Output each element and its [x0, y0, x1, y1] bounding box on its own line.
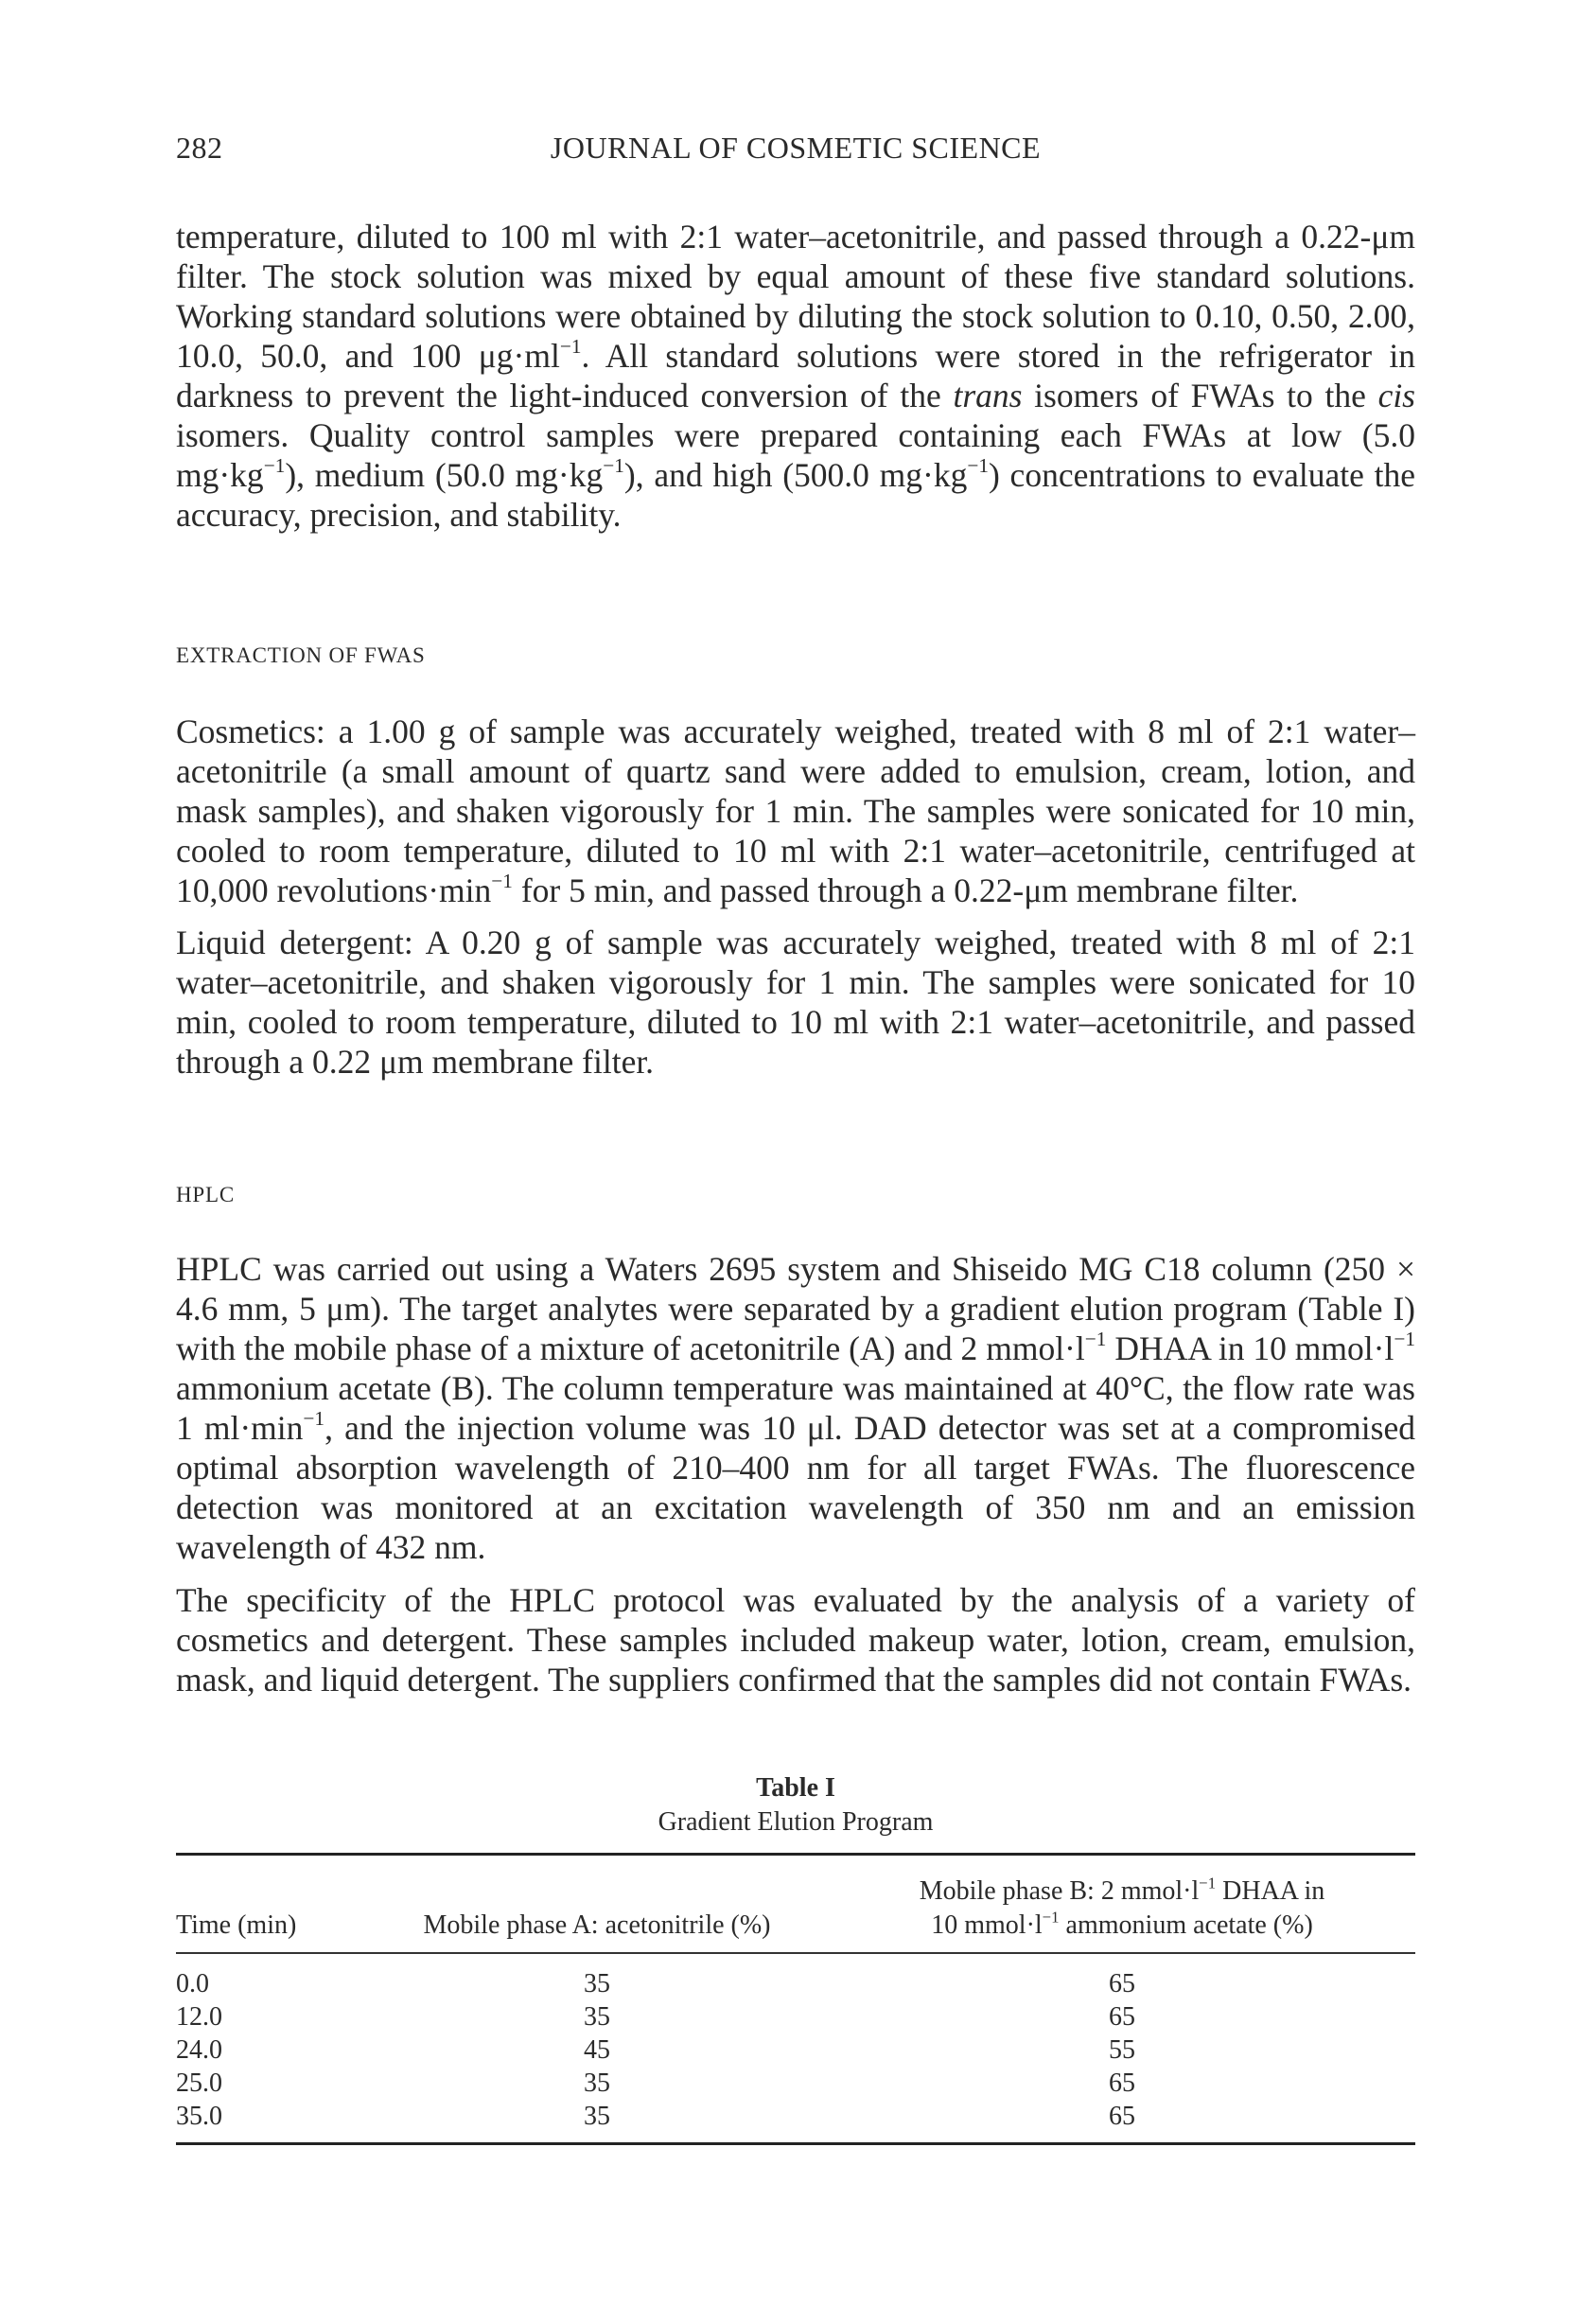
table-row — [176, 1953, 1415, 2000]
gradient-elution-table — [176, 1853, 1415, 2145]
table-row — [176, 2033, 1415, 2067]
cell-phase-a: 35 — [584, 2002, 610, 2032]
cell-time: 25.0 — [176, 2068, 222, 2098]
page-number: 282 — [176, 131, 223, 165]
paragraph-specificity: The specificity of the HPLC protocol was evaluated by the analysis of a variety of cosmetics and detergent. These samples included makeup water, lotion, cream, emulsion, mask, and liquid detergent. The suppliers confirmed that the samples did not contain FWAs. — [176, 1581, 1415, 1699]
table-row — [176, 2000, 1415, 2033]
column-header-phase-b: Mobile phase B: 2 $mmol\cdot l^{-1}$ DHAA in 10 $mmol\cdot l^{-1}$ ammonium acetate (%) — [829, 1855, 1415, 1954]
section-heading-extraction: EXTRACTION OF FWAS — [176, 643, 426, 667]
cell-phase-a: 45 — [584, 2035, 610, 2065]
cell-time: 24.0 — [176, 2035, 222, 2065]
table-header-row — [176, 1855, 1415, 1954]
table-row — [176, 2067, 1415, 2100]
table-title: Gradient Elution Program — [658, 1807, 934, 1837]
paragraph-standard-solutions: temperature, diluted to 100 ml with 2:1 water–acetonitrile, and passed through a 0.22-μm filter. The stock solution was mixed by equal amount of these five standard solutions. Working standard solutions were obtained by diluting the stock solution to 0.10, 0.50, 2.00, 10.0, 50.0, and 100 $\mu g\cdot ml^{-1}$. All standard solutions were stored in the refrigerator in darkness to prevent the light-induced conversion of the trans isomers of FWAs to the cis isomers. Quality control samples were prepared containing each FWAs at low (5.0 $mg\cdot kg^{-1}$), medium (50.0 $mg\cdot kg^{-1}$), and high (500.0 $mg\cdot kg^{-1}$) concentrations to evaluate the accuracy, precision, and stability. — [176, 218, 1416, 534]
cell-phase-b: 65 — [1109, 2068, 1135, 2098]
cell-phase-a: 35 — [584, 2068, 610, 2098]
section-heading-hplc: HPLC — [176, 1183, 235, 1206]
running-header — [176, 131, 1415, 172]
paragraph-hplc-method: HPLC was carried out using a Waters 2695 system and Shiseido MG C18 column (250 × 4.6 mm, 5 μm). The target analytes were separated by a gradient elution program (Table I) with the mobile phase of a mixture of acetonitrile (A) and 2 $mmol\cdot l^{-1}$ DHAA in 10 $mmol\cdot l^{-1}$ ammonium acetate (B). The column temperature was maintained at 40°C, the flow rate was 1 $ml\cdot\min^{-1}$, and the injection volume was 10 μl. DAD detector was set at a compromised optimal absorption wavelength of 210–400 nm for all target FWAs. The fluorescence detection was monitored at an excitation wavelength of 350 nm and an emission wavelength of 432 nm. — [176, 1250, 1415, 1566]
paragraph-cosmetics-extraction: Cosmetics: a 1.00 g of sample was accurately weighed, treated with 8 ml of 2:1 water–acetonitrile (a small amount of quartz sand were added to emulsion, cream, lotion, and mask samples), and shaken vigorously for 1 min. The samples were sonicated for 10 min, cooled to room temperature, diluted to 10 ml with 2:1 water–acetonitrile, centrifuged at 10,000 $revolutions\cdot\min^{-1}$ for 5 min, and passed through a 0.22-μm membrane filter. — [176, 713, 1415, 909]
table-label: Table I — [756, 1773, 835, 1803]
paragraph-detergent-extraction: Liquid detergent: A 0.20 g of sample was accurately weighed, treated with 8 ml of 2:1 water–acetonitrile, and shaken vigorously for 1 min. The samples were sonicated for 10 min, cooled to room temperature, diluted to 10 ml with 2:1 water–acetonitrile, and passed through a 0.22 μm membrane filter. — [176, 924, 1415, 1081]
cell-time: 0.0 — [176, 1969, 209, 1998]
cell-phase-a: 35 — [365, 2100, 829, 2144]
cell-phase-b: 65 — [1109, 2002, 1135, 2032]
journal-title: JOURNAL OF COSMETIC SCIENCE — [550, 131, 1042, 165]
cell-time: 35.0 — [176, 2100, 365, 2144]
cell-time: 12.0 — [176, 2002, 222, 2032]
cell-phase-a: 35 — [584, 1969, 610, 1998]
column-header-phase-a: Mobile phase A: acetonitrile (%) — [365, 1855, 829, 1954]
column-header-time: Time (min) — [176, 1855, 365, 1954]
cell-phase-b: 65 — [1109, 1969, 1135, 1998]
cell-phase-b: 55 — [1109, 2035, 1135, 2065]
table-caption — [176, 1771, 1415, 1840]
table-row — [176, 2100, 1415, 2144]
cell-phase-b: 65 — [829, 2100, 1415, 2144]
